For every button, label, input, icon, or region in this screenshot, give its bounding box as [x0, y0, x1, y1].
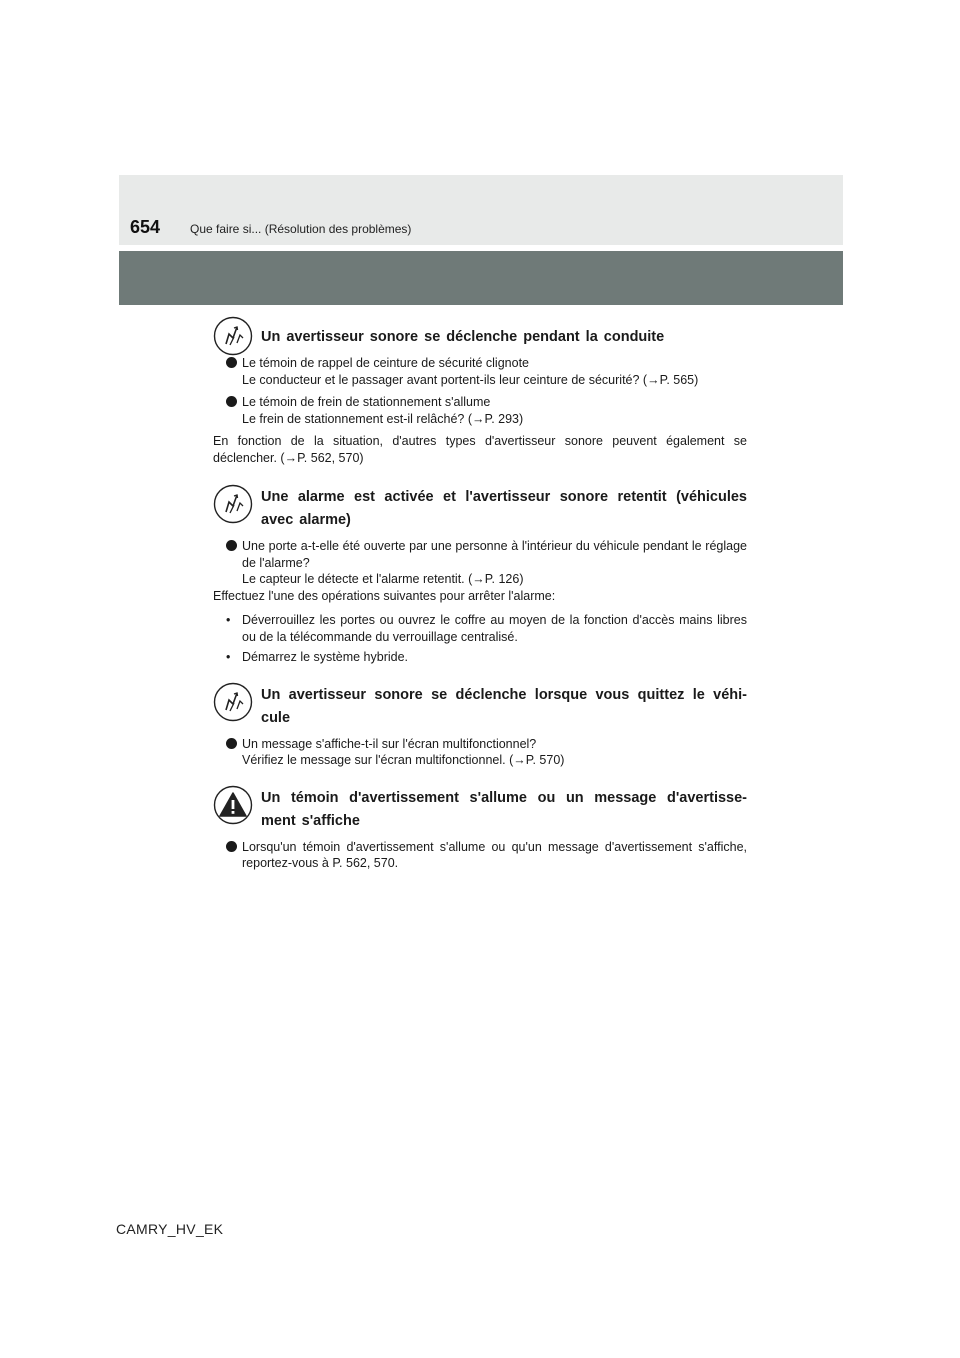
- chapter-title: Que faire si... (Résolution des problèmes): [190, 222, 412, 236]
- bullet-text: Lorsqu'un témoin d'avertissement s'allume ou qu'un message d'avertissement s'affiche, reportez-vous à P. 562, 570.: [242, 839, 747, 870]
- section-buzzer-driving: [213, 320, 747, 466]
- list-item: [213, 538, 747, 588]
- section-heading: [213, 678, 747, 730]
- section-title: Une alarme est activée et l'avertisseur sonore retentit (véhicules avec alarme): [261, 489, 747, 528]
- sub-bullet: •: [226, 613, 231, 627]
- buzzer-icon: [213, 484, 253, 524]
- list-item: [213, 839, 747, 872]
- bullet-question: Le témoin de frein de stationnement s'allume: [242, 395, 491, 409]
- section-note: En fonction de la situation, d'autres types d'avertisseur sonore peuvent également se déclencher. (→P. 562, 570): [213, 434, 747, 465]
- section-heading: [213, 781, 747, 833]
- sub-list-item: [213, 649, 747, 666]
- section-title: Un témoin d'avertissement s'allume ou un message d'avertisse-ment s'affiche: [261, 789, 747, 829]
- bullet-dot: [226, 540, 237, 551]
- section-title: Un avertisseur sonore se déclenche lorsque vous quittez le véhi-cule: [261, 686, 747, 726]
- bullet-dot: [226, 357, 237, 368]
- sub-bullet: •: [226, 650, 231, 664]
- bullet-question: Une porte a-t-elle été ouverte par une personne à l'intérieur du véhicule pendant le réglage de l'alarme?: [242, 539, 747, 570]
- title-bar: [119, 251, 843, 305]
- warning-triangle-icon: [213, 785, 253, 825]
- list-item: [213, 736, 747, 769]
- list-item: [213, 355, 747, 388]
- bullet-question: Le témoin de rappel de ceinture de sécurité clignote: [242, 356, 529, 370]
- section-heading: [213, 480, 747, 532]
- section-title: Un avertisseur sonore se déclenche pendant la conduite: [261, 329, 665, 345]
- buzzer-icon: [213, 316, 253, 356]
- section-alarm: [213, 480, 747, 666]
- bullet-answer: Le frein de stationnement est-il relâché? (→P. 293): [242, 411, 524, 426]
- bullet-question: Un message s'affiche-t-il sur l'écran multifonctionnel?: [242, 736, 537, 751]
- page-number: 654: [130, 217, 161, 237]
- list-item: [213, 394, 747, 427]
- bullet-dot: [226, 738, 237, 749]
- sub-item-text: Déverrouillez les portes ou ouvrez le coffre au moyen de la fonction d'accès mains libres ou de la télécommande du verrouillage centralisé.: [242, 613, 747, 644]
- sub-list-item: [213, 612, 747, 645]
- buzzer-icon: [213, 682, 253, 722]
- content: [213, 320, 747, 878]
- footer-code: CAMRY_HV_EK: [116, 1221, 224, 1237]
- section-heading: [213, 320, 747, 349]
- bullet-dot: [226, 396, 237, 407]
- section-warning-light: [213, 781, 747, 872]
- bullet-dot: [226, 841, 237, 852]
- section-leaving-vehicle: [213, 678, 747, 769]
- bullet-answer: Vérifiez le message sur l'écran multifonctionnel. (→P. 570): [242, 753, 565, 767]
- section-note: Effectuez l'une des opérations suivantes pour arrêter l'alarme:: [213, 588, 556, 603]
- bullet-answer: Le capteur le détecte et l'alarme retentit. (→P. 126): [242, 572, 524, 586]
- sub-item-text: Démarrez le système hybride.: [242, 650, 409, 664]
- bullet-answer: Le conducteur et le passager avant portent-ils leur ceinture de sécurité? (→P. 565): [242, 372, 699, 387]
